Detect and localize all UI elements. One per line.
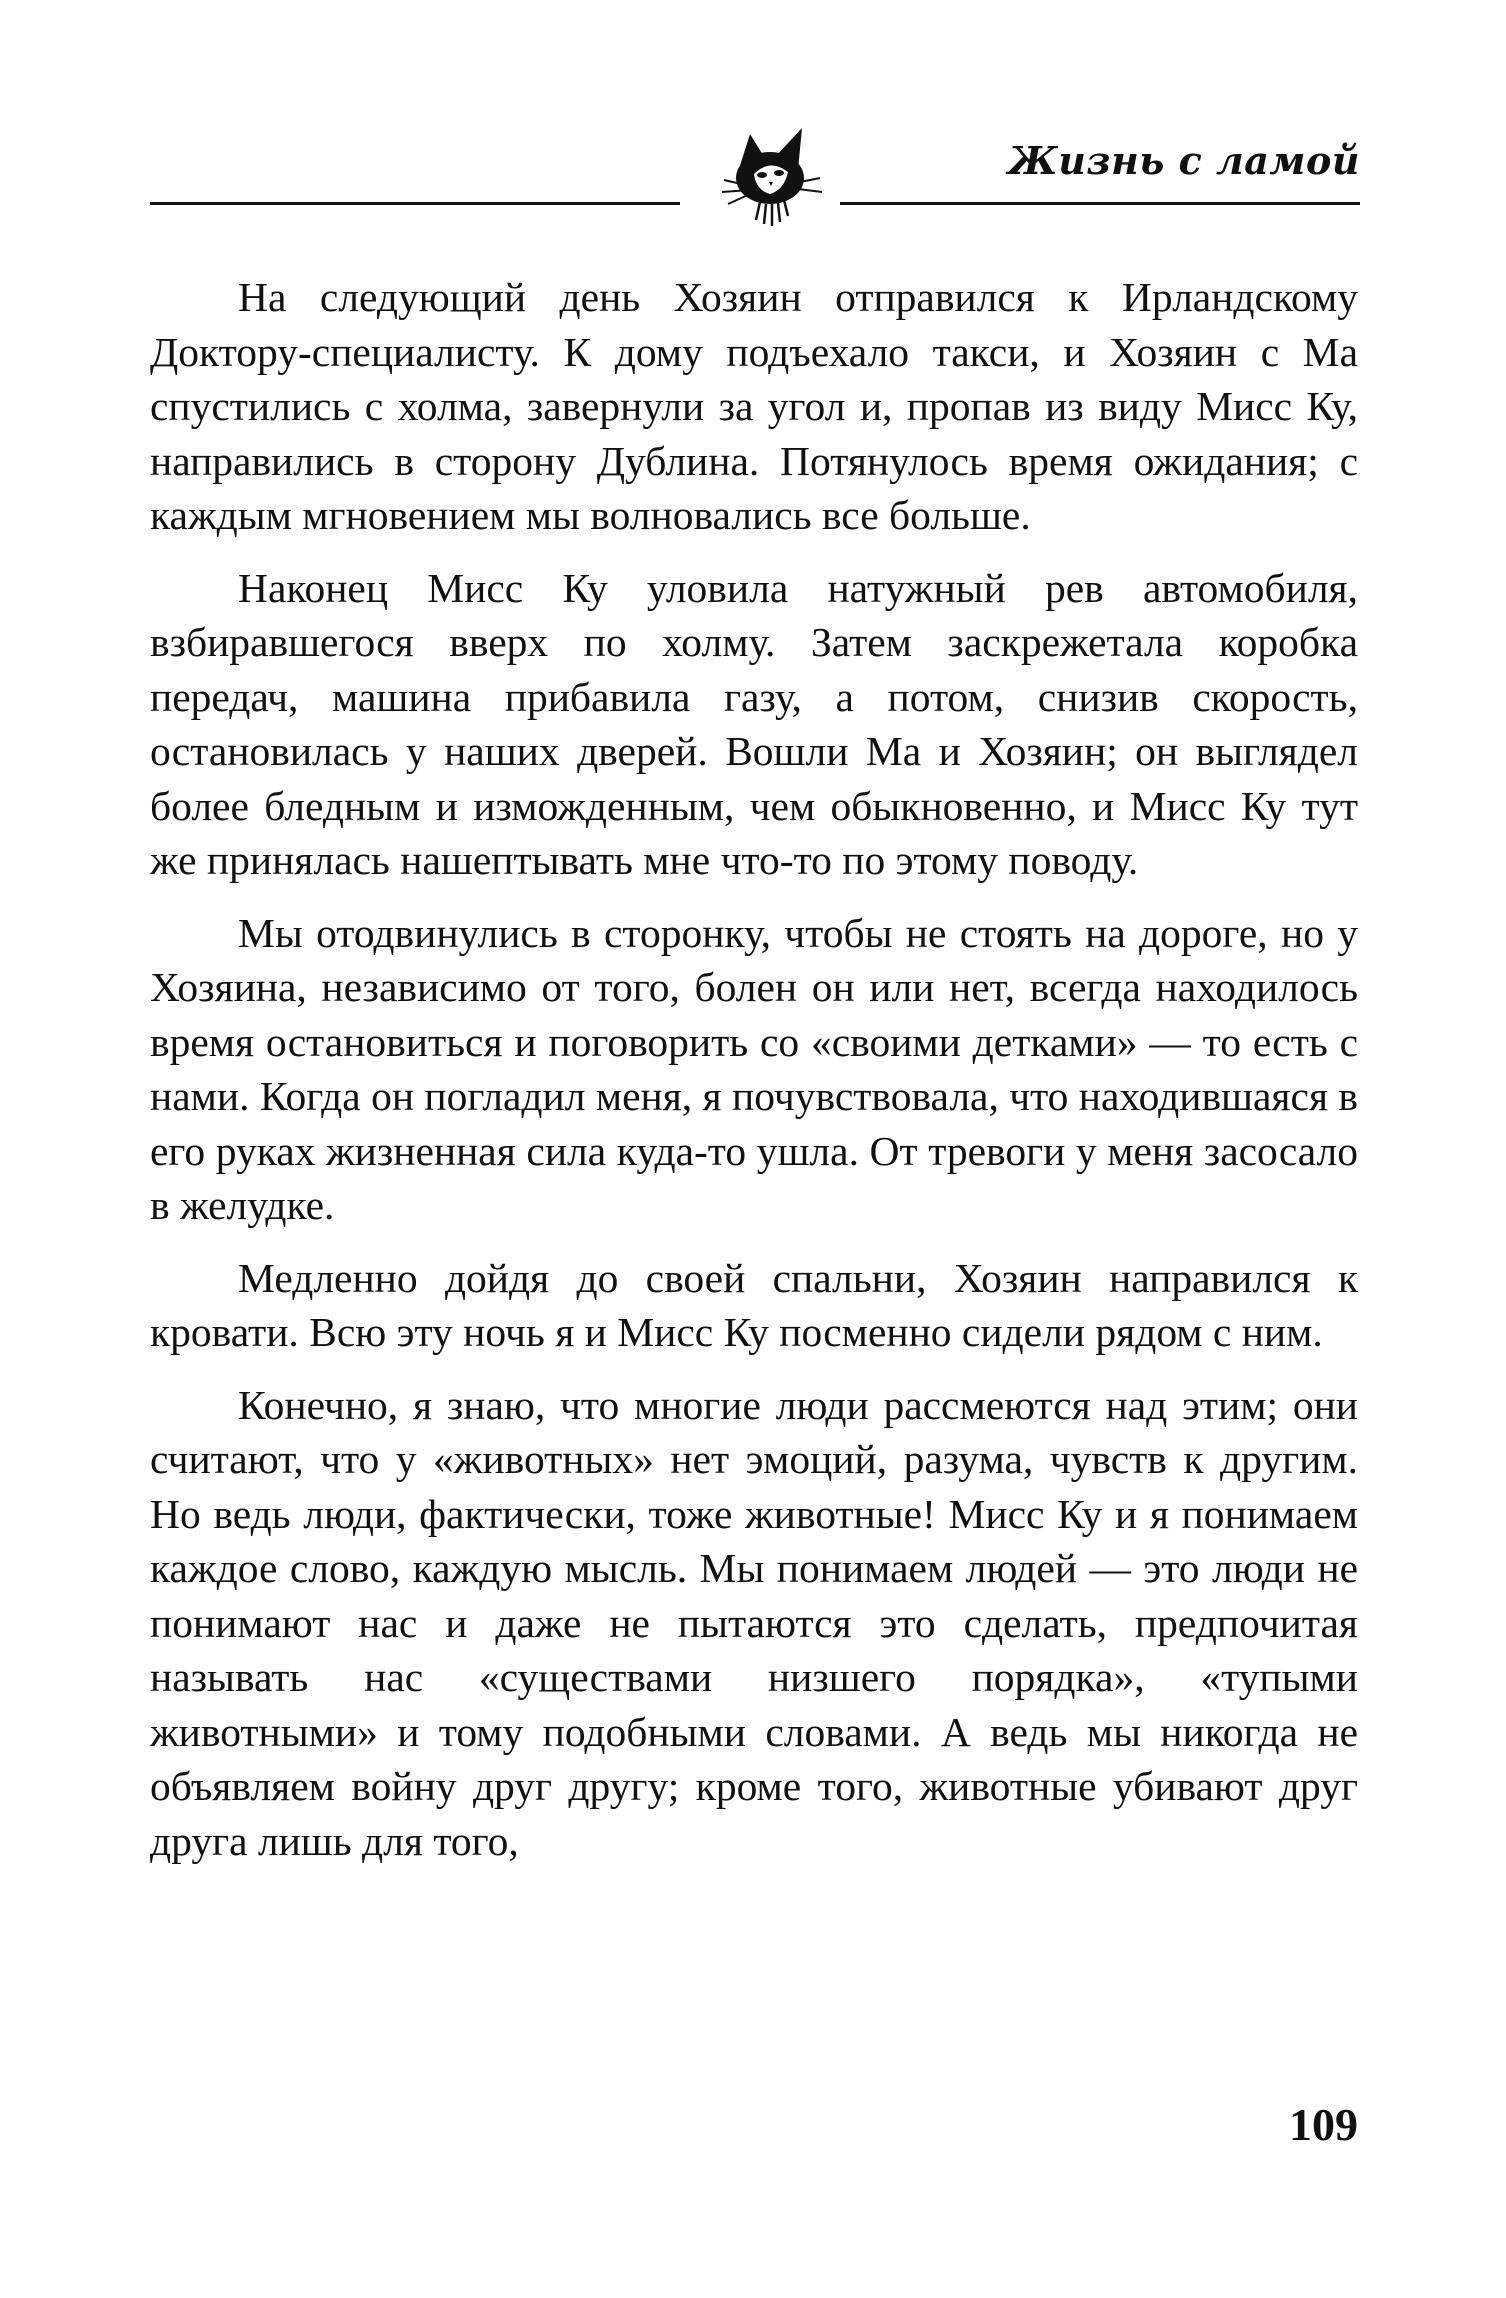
running-head [150,120,1360,230]
paragraph-3: Мы отодвинулись в сторонку, чтобы не стоять на дороге, но у Хозяина, независимо от того, болен он или нет, всегда находилось время остановиться и поговорить со «своими детками» — то есть с нами. Когда он погладил меня, я почувствовала, что находившаяся в его руках жизненная сила куда-то ушла. От тревоги у меня засосало в желудке. [150,909,1358,1228]
header-rule-right [840,202,1360,205]
body-text [150,270,1358,1886]
paragraph-4: Медленно дойдя до своей спальни, Хозяин направился к кровати. Всю эту ночь я и Мисс Ку посменно сидели рядом с ним. [150,1254,1358,1355]
running-title: Жизнь с ламой [1007,138,1360,183]
paragraph-5: Конечно, я знаю, что многие люди рассмеются над этим; они считают, что у «животных» нет эмоций, разума, чувств к другим. Но ведь люди, фактически, тоже животные! Мисс Ку и я понимаем каждое слово, каждую мысль. Мы понимаем людей — это люди не понимают нас и даже не пытаются это сделать, предпочитая называть нас «существами низшего порядка», «тупыми животными» и тому подобными словами. А ведь мы никогда не объявляем войну друг другу; кроме того, животные убивают друг друга лишь для того, [150,1381,1358,1864]
cat-head-icon [680,120,840,230]
paragraph-1: На следующий день Хозяин отправился к Ирландскому Доктору-специалисту. К дому подъехало такси, и Хозяин с Ма спустились с холма, завернули за угол и, пропав из виду Мисс Ку, направились в сторону Дублина. Потянулось время ожидания; с каждым мгновением мы волновались все больше. [150,274,1358,538]
header-rule-left [150,202,680,205]
page-number: 109 [1289,2099,1358,2150]
paragraph-2: Наконец Мисс Ку уловила натужный рев автомобиля, взбиравшегося вверх по холму. Затем заскрежетала коробка передач, машина прибавила газу, а потом, снизив скорость, остановилась у наших дверей. Вошли Ма и Хозяин; он выглядел более бледным и изможденным, чем обыкновенно, и Мисс Ку тут же принялась нашептывать мне что-то по этому поводу. [150,564,1358,883]
